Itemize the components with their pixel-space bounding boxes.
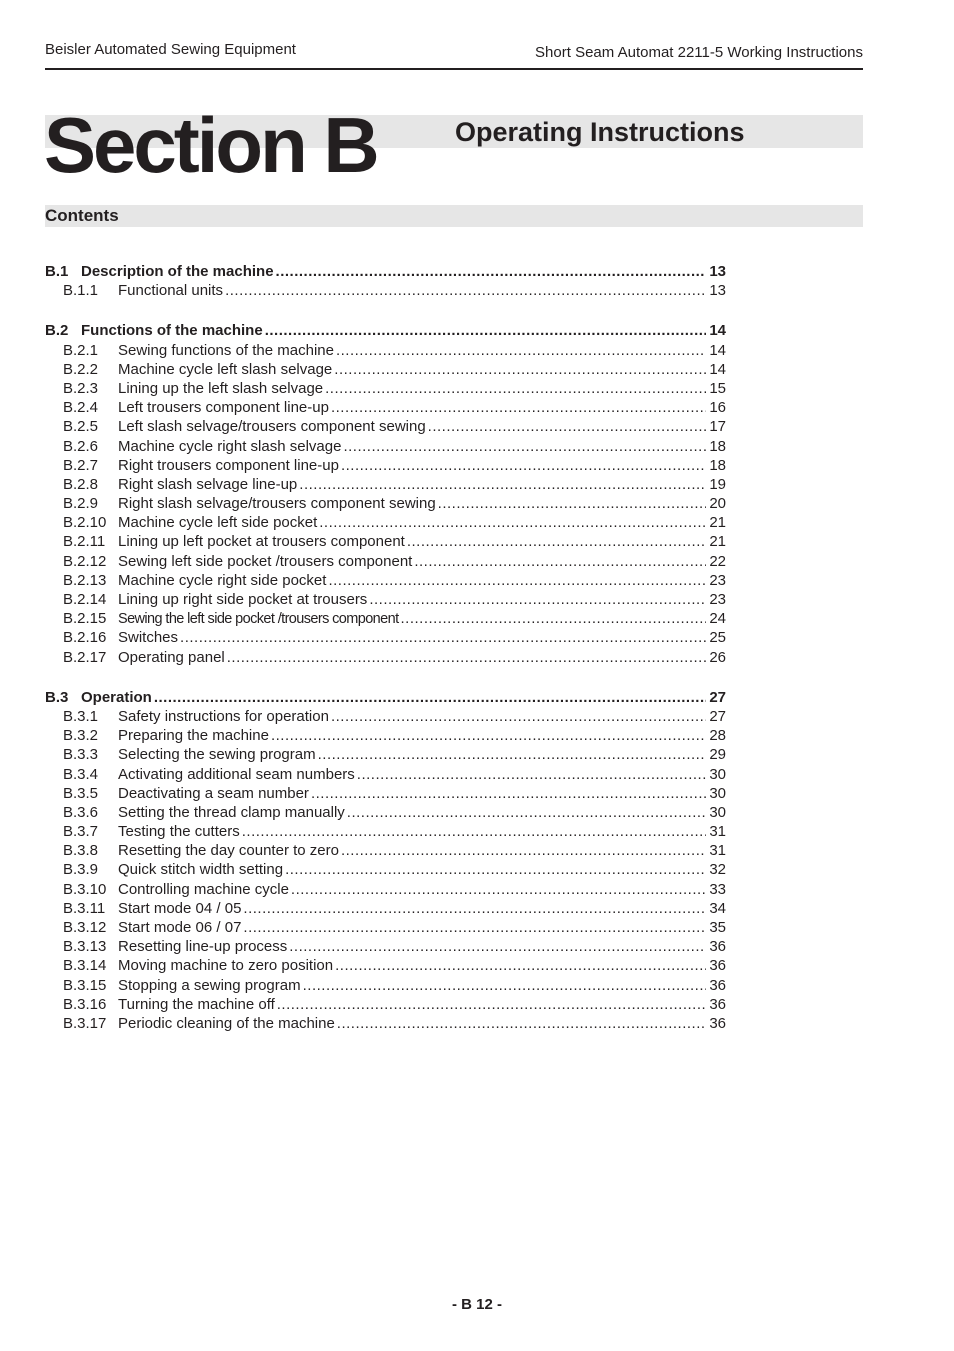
toc-entry-number: B.3.1 <box>63 707 99 725</box>
toc-entry-page: 27 <box>709 688 726 706</box>
toc-entry-number: B.3.9 <box>63 861 99 879</box>
toc-section-entry[interactable] <box>45 688 726 707</box>
toc-entry-page: 29 <box>709 746 726 764</box>
toc-entry[interactable] <box>45 726 726 745</box>
toc-entry-number: B.1.1 <box>63 282 99 300</box>
toc-entry-title: Operation <box>81 688 152 706</box>
toc-entry-page: 18 <box>709 437 726 455</box>
toc-leader-dots <box>331 398 706 417</box>
toc-entry-page: 23 <box>709 591 726 608</box>
toc-entry-number: B.3.5 <box>63 784 99 802</box>
toc-entry-page: 15 <box>709 379 726 397</box>
toc-entry[interactable] <box>45 937 726 956</box>
toc-leader-dots <box>414 552 706 571</box>
toc-entry-title: Lining up the left slash selvage <box>118 379 324 397</box>
toc-group <box>45 262 726 300</box>
toc-entry-title: Machine cycle right side pocket <box>118 571 327 589</box>
toc-leader-dots <box>438 494 706 513</box>
toc-entry-number: B.3.13 <box>63 938 107 956</box>
toc-entry-number: B.2.2 <box>63 360 99 378</box>
toc-leader-dots <box>154 688 706 707</box>
toc-entry-title: Start mode 06 / 07 <box>118 919 242 936</box>
toc-entry-page: 22 <box>709 552 726 570</box>
toc-entry-number: B.3 <box>45 688 69 706</box>
toc-group <box>45 321 726 666</box>
toc-entry-page: 36 <box>709 1014 726 1032</box>
toc-entry-title: Left trousers component line-up <box>118 399 329 417</box>
toc-entry[interactable] <box>45 860 726 879</box>
table-of-contents <box>45 262 726 1054</box>
toc-entry[interactable] <box>45 360 726 379</box>
toc-leader-dots <box>242 822 706 841</box>
header-company: Beisler Automated Sewing Equipment <box>45 41 296 58</box>
toc-entry-title: Switches <box>118 629 179 647</box>
toc-entry[interactable] <box>45 648 726 667</box>
toc-entry-number: B.2 <box>45 322 69 340</box>
toc-entry-page: 36 <box>709 938 726 956</box>
toc-entry-page: 14 <box>709 322 726 340</box>
toc-entry-title: Operating panel <box>118 648 225 666</box>
toc-entry[interactable] <box>45 456 726 475</box>
toc-entry[interactable] <box>45 437 726 456</box>
toc-entry-page: 36 <box>709 995 726 1013</box>
toc-leader-dots <box>343 437 706 456</box>
section-subtitle: Operating Instructions <box>455 117 745 147</box>
toc-entry-number: B.2.7 <box>63 456 99 474</box>
toc-leader-dots <box>243 918 706 937</box>
toc-leader-dots <box>336 341 706 360</box>
toc-entry-title: Right slash selvage line-up <box>118 475 298 493</box>
toc-entry[interactable] <box>45 417 726 436</box>
toc-entry[interactable] <box>45 899 726 918</box>
toc-entry[interactable] <box>45 398 726 417</box>
toc-leader-dots <box>265 321 706 340</box>
toc-entry-title: Sewing left side pocket /trousers component <box>118 552 413 570</box>
toc-leader-dots <box>289 937 706 956</box>
toc-entry-page: 30 <box>709 784 726 802</box>
toc-section-entry[interactable] <box>45 262 726 281</box>
toc-entry-page: 25 <box>709 629 726 647</box>
toc-entry-title: Periodic cleaning of the machine <box>118 1014 335 1032</box>
toc-entry[interactable] <box>45 628 726 647</box>
header-rule <box>45 68 863 70</box>
toc-entry-page: 13 <box>709 282 726 300</box>
toc-entry-title: Resetting the day counter to zero <box>118 842 339 860</box>
toc-leader-dots <box>225 281 706 300</box>
toc-section-entry[interactable] <box>45 321 726 340</box>
toc-entry-number: B.3.12 <box>63 919 107 936</box>
toc-leader-dots <box>311 784 706 803</box>
toc-entry-number: B.2.15 <box>63 610 107 628</box>
toc-entry-page: 21 <box>709 533 726 551</box>
toc-entry-title: Deactivating a seam number <box>118 784 309 802</box>
toc-entry-title: Lining up right side pocket at trousers <box>118 591 368 608</box>
toc-entry-page: 31 <box>709 823 726 841</box>
toc-entry-page: 21 <box>709 514 726 532</box>
toc-entry-title: Controlling machine cycle <box>118 880 289 898</box>
toc-entry[interactable] <box>45 841 726 860</box>
toc-entry-number: B.2.12 <box>63 552 107 570</box>
toc-leader-dots <box>337 1014 706 1033</box>
toc-leader-dots <box>319 513 706 532</box>
toc-entry-number: B.2.16 <box>63 629 107 647</box>
toc-entry-number: B.3.8 <box>63 842 99 860</box>
toc-entry-number: B.2.5 <box>63 418 99 436</box>
toc-entry[interactable] <box>45 976 726 995</box>
toc-entry-number: B.1 <box>45 263 69 280</box>
toc-entry-page: 23 <box>709 571 726 589</box>
toc-leader-dots <box>299 475 706 494</box>
toc-entry-number: B.3.4 <box>63 765 99 783</box>
toc-entry-number: B.2.3 <box>63 379 99 397</box>
toc-entry-title: Sewing the left side pocket /trousers component <box>118 611 399 628</box>
toc-entry-title: Machine cycle left slash selvage <box>118 360 333 378</box>
toc-entry-page: 30 <box>709 765 726 783</box>
toc-entry[interactable] <box>45 745 726 764</box>
toc-entry-page: 16 <box>709 399 726 417</box>
toc-entry-page: 35 <box>709 919 726 936</box>
toc-entry-number: B.3.14 <box>63 957 107 975</box>
toc-entry[interactable] <box>45 379 726 398</box>
toc-entry[interactable] <box>45 995 726 1014</box>
toc-leader-dots <box>328 571 706 590</box>
toc-leader-dots <box>347 803 706 822</box>
toc-entry-title: Stopping a sewing program <box>118 976 301 994</box>
toc-entry-number: B.2.13 <box>63 571 107 589</box>
toc-entry[interactable] <box>45 532 726 551</box>
toc-entry-number: B.3.3 <box>63 746 99 764</box>
toc-leader-dots <box>271 726 706 745</box>
toc-entry-title: Functional units <box>118 282 224 300</box>
header-document-title: Short Seam Automat 2211-5 Working Instructions <box>535 44 863 61</box>
toc-entry-number: B.2.9 <box>63 495 99 513</box>
toc-entry-title: Safety instructions for operation <box>118 707 329 725</box>
toc-leader-dots <box>341 841 706 860</box>
toc-entry[interactable] <box>45 552 726 571</box>
toc-entry-number: B.3.10 <box>63 880 107 898</box>
toc-entry-title: Machine cycle left side pocket <box>118 514 318 532</box>
toc-entry-number: B.2.11 <box>63 533 106 551</box>
toc-entry[interactable] <box>45 880 726 899</box>
toc-leader-dots <box>401 609 707 628</box>
toc-entry-number: B.2.8 <box>63 475 99 493</box>
toc-entry-page: 20 <box>709 495 726 513</box>
toc-entry-title: Right slash selvage/trousers component sewing <box>118 495 436 513</box>
toc-leader-dots <box>369 590 706 609</box>
toc-entry-number: B.3.6 <box>63 803 99 821</box>
toc-group <box>45 688 726 1033</box>
toc-entry-number: B.2.4 <box>63 399 99 417</box>
toc-entry-page: 14 <box>709 360 726 378</box>
toc-entry[interactable] <box>45 281 726 300</box>
section-title: Section B <box>44 101 377 189</box>
toc-leader-dots <box>277 995 706 1014</box>
toc-entry-page: 27 <box>709 707 726 725</box>
contents-heading: Contents <box>45 206 119 225</box>
toc-entry[interactable] <box>45 609 726 628</box>
toc-entry[interactable] <box>45 803 726 822</box>
toc-entry[interactable] <box>45 513 726 532</box>
toc-entry-title: Left slash selvage/trousers component sewing <box>118 418 426 436</box>
toc-entry-number: B.2.10 <box>63 514 107 532</box>
toc-entry-number: B.3.2 <box>63 727 99 745</box>
toc-leader-dots <box>276 262 706 281</box>
toc-entry[interactable] <box>45 918 726 937</box>
toc-entry-page: 33 <box>709 880 726 898</box>
toc-entry-title: Machine cycle right slash selvage <box>118 437 342 455</box>
toc-leader-dots <box>357 765 706 784</box>
toc-entry-title: Preparing the machine <box>118 727 269 745</box>
toc-entry[interactable] <box>45 494 726 513</box>
toc-entry-page: 26 <box>709 648 726 666</box>
toc-entry-page: 18 <box>709 456 726 474</box>
toc-entry-page: 36 <box>709 976 726 994</box>
toc-entry-page: 19 <box>709 475 726 493</box>
toc-entry[interactable] <box>45 475 726 494</box>
toc-leader-dots <box>318 745 706 764</box>
toc-entry-page: 17 <box>709 418 726 436</box>
toc-leader-dots <box>334 360 706 379</box>
toc-entry-page: 14 <box>709 341 726 359</box>
toc-entry-title: Moving machine to zero position <box>118 957 334 975</box>
toc-leader-dots <box>428 417 706 436</box>
toc-entry-page: 31 <box>709 842 726 860</box>
toc-entry[interactable] <box>45 571 726 590</box>
toc-entry-page: 36 <box>709 957 726 975</box>
toc-entry-page: 28 <box>709 727 726 745</box>
toc-entry-title: Turning the machine off <box>118 995 275 1013</box>
toc-entry-number: B.2.1 <box>63 341 99 359</box>
toc-entry-title: Lining up left pocket at trousers component <box>118 533 405 551</box>
toc-entry-title: Resetting line-up process <box>118 938 288 956</box>
toc-entry[interactable] <box>45 822 726 841</box>
contents-band <box>45 205 863 227</box>
toc-entry-title: Functions of the machine <box>81 322 263 340</box>
toc-entry-number: B.2.17 <box>63 648 107 666</box>
toc-entry[interactable] <box>45 765 726 784</box>
toc-entry-page: 34 <box>709 899 726 917</box>
toc-entry-title: Testing the cutters <box>118 823 240 841</box>
toc-entry-page: 30 <box>709 803 726 821</box>
toc-entry-title: Sewing functions of the machine <box>118 341 334 359</box>
toc-leader-dots <box>285 860 706 879</box>
toc-entry-number: B.2.14 <box>63 591 107 608</box>
toc-entry-number: B.3.11 <box>63 899 106 917</box>
toc-entry-page: 32 <box>709 861 726 879</box>
toc-entry-title: Setting the thread clamp manually <box>118 803 345 821</box>
toc-leader-dots <box>291 880 706 899</box>
toc-entry[interactable] <box>45 590 726 609</box>
toc-leader-dots <box>407 532 706 551</box>
toc-entry-title: Description of the machine <box>81 263 274 280</box>
toc-entry-page: 24 <box>709 610 726 628</box>
toc-entry-title: Quick stitch width setting <box>118 861 284 879</box>
toc-entry[interactable] <box>45 956 726 975</box>
toc-entry[interactable] <box>45 784 726 803</box>
toc-leader-dots <box>331 707 706 726</box>
toc-leader-dots <box>335 956 706 975</box>
toc-leader-dots <box>180 628 706 647</box>
toc-entry[interactable] <box>45 341 726 360</box>
toc-entry-number: B.2.6 <box>63 437 99 455</box>
toc-entry-number: B.3.16 <box>63 995 107 1013</box>
page-number: - B 12 - <box>451 1296 502 1313</box>
toc-entry-page: 13 <box>709 263 726 280</box>
toc-entry-title: Start mode 04 / 05 <box>118 899 242 917</box>
toc-entry-title: Selecting the sewing program <box>118 746 316 764</box>
toc-leader-dots <box>227 648 706 667</box>
toc-entry[interactable] <box>45 1014 726 1033</box>
toc-entry[interactable] <box>45 707 726 726</box>
toc-leader-dots <box>243 899 706 918</box>
toc-entry-title: Right trousers component line-up <box>118 456 339 474</box>
toc-entry-title: Activating additional seam numbers <box>118 765 355 783</box>
toc-leader-dots <box>303 976 706 995</box>
toc-entry-number: B.3.7 <box>63 823 99 841</box>
toc-entry-number: B.3.15 <box>63 976 107 994</box>
toc-leader-dots <box>325 379 706 398</box>
toc-leader-dots <box>341 456 706 475</box>
toc-entry-number: B.3.17 <box>63 1014 107 1032</box>
